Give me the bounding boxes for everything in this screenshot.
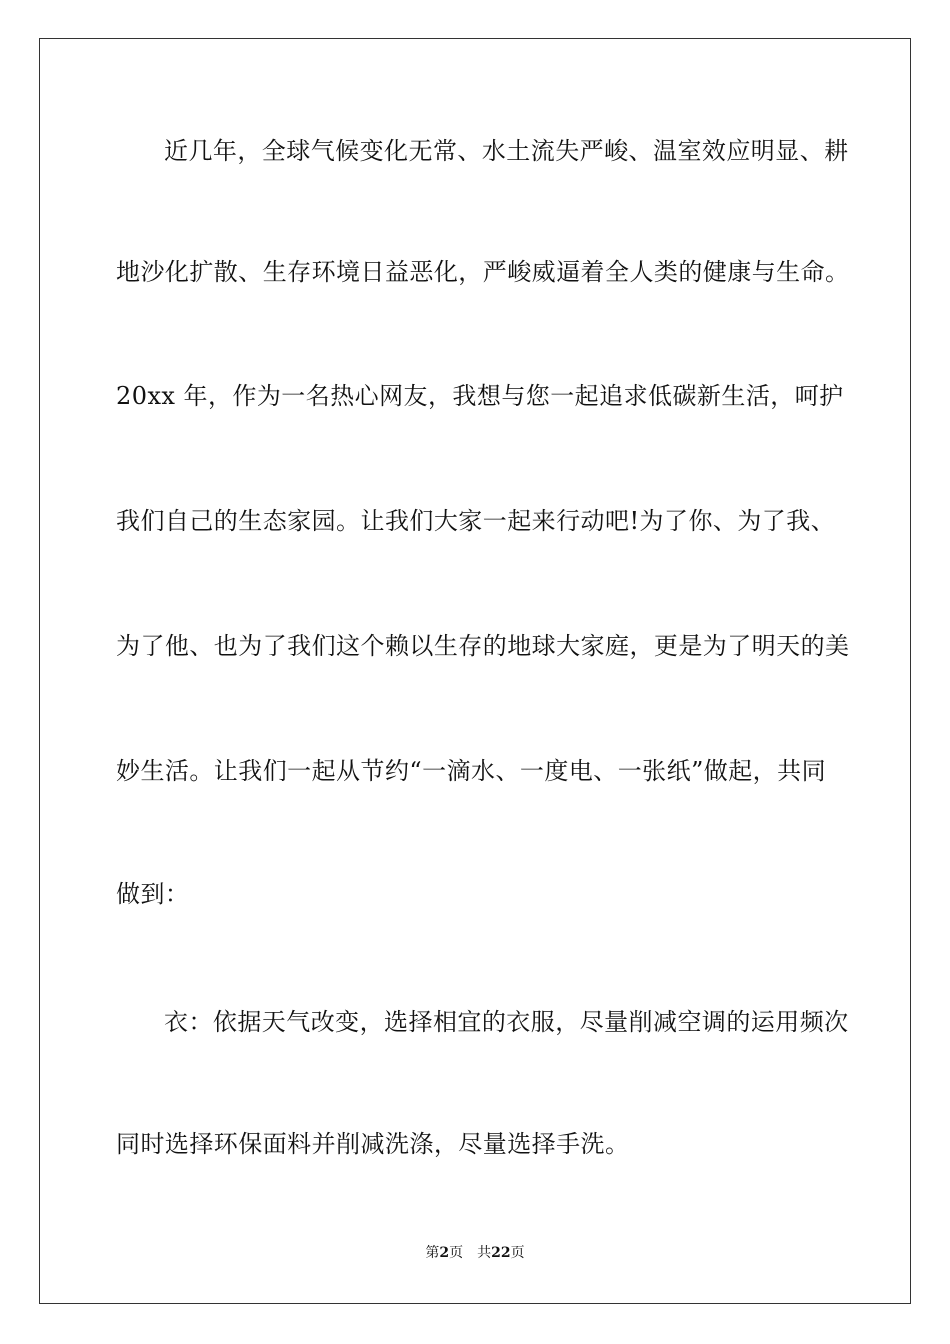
text-line: 做到： <box>116 880 190 908</box>
total-suffix: 页 <box>510 1245 525 1261</box>
page-prefix: 第 <box>425 1245 440 1261</box>
total-prefix: 共 <box>477 1245 492 1261</box>
page-footer <box>0 1244 950 1262</box>
text-line: 我们自己的生态家园。让我们大家一起来行动吧!为了你、为了我、 <box>116 507 836 535</box>
text-line: 20xx 年，作为一名热心网友，我想与您一起追求低碳新生活，呵护 <box>116 382 844 410</box>
text-line: 妙生活。让我们一起从节约“一滴水、一度电、一张纸”做起，共同 <box>116 757 827 785</box>
total-pages: 22 <box>491 1245 511 1261</box>
text-line: 地沙化扩散、生存环境日益恶化，严峻威逼着全人类的健康与生命。 <box>116 258 850 286</box>
page-suffix: 页 <box>449 1245 464 1261</box>
text-line: 同时选择环保面料并削减洗涤，尽量选择手洗。 <box>116 1130 630 1158</box>
text-line: 为了他、也为了我们这个赖以生存的地球大家庭，更是为了明天的美 <box>116 632 850 660</box>
page-border <box>39 38 911 1304</box>
text-line: 近几年，全球气候变化无常、水土流失严峻、温室效应明显、耕 <box>164 137 849 165</box>
page-number: 2 <box>439 1245 450 1261</box>
text-line: 衣：依据天气改变，选择相宜的衣服，尽量削减空调的运用频次 <box>164 1008 849 1036</box>
